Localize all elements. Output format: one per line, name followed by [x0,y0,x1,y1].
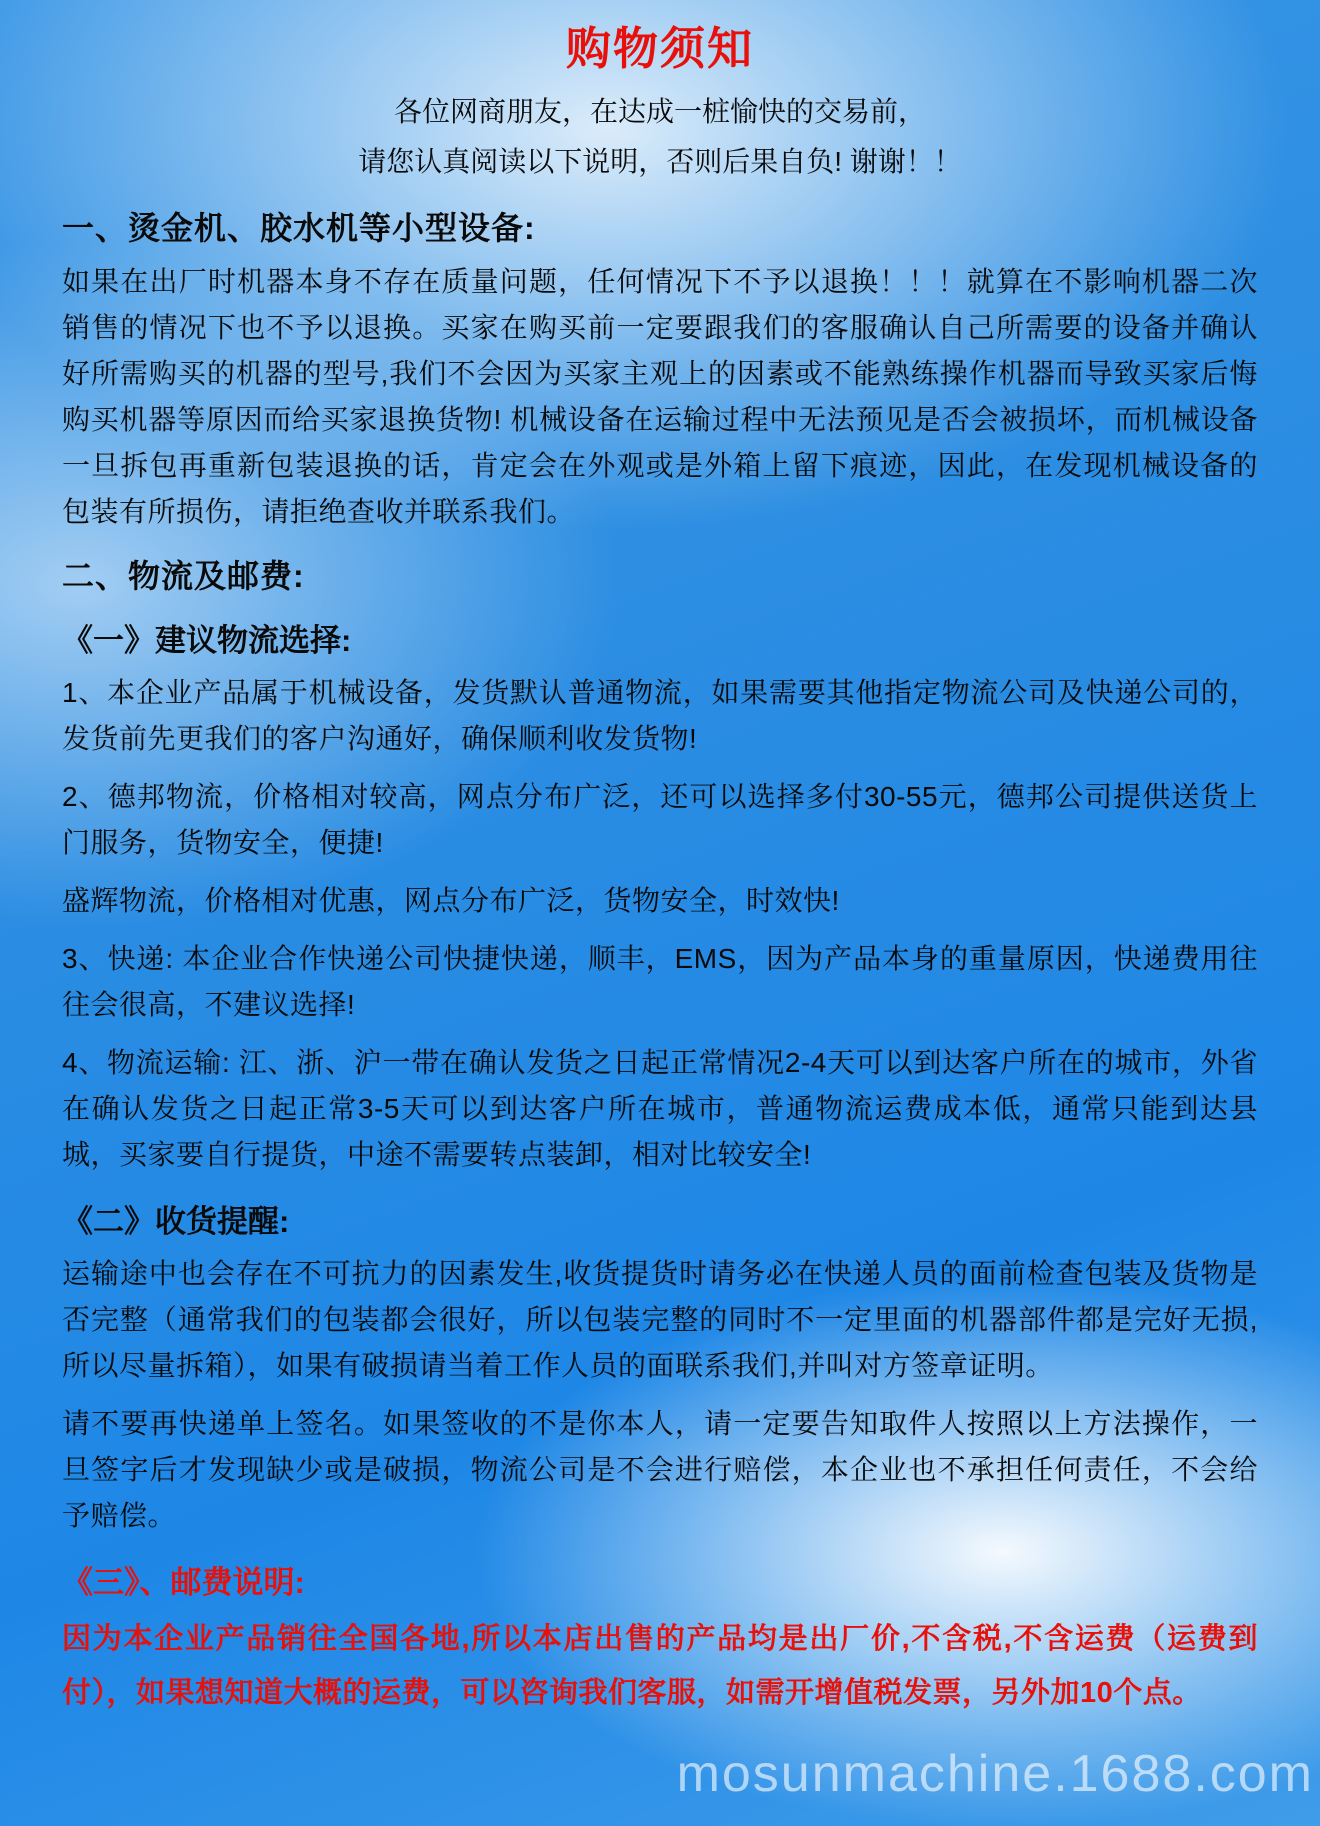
postage-body: 因为本企业产品销往全国各地,所以本店出售的产品均是出厂价,不含税,不含运费（运费到付），如果想知道大概的运费，可以咨询我们客服，如需开增值税发票，另外加10个点。 [62,1623,1258,1709]
intro-line-1: 各位网商朋友，在达成一桩愉快的交易前， [393,96,926,127]
section-1-heading: 一、烫金机、胶水机等小型设备: [62,210,536,246]
subsection-logistics-heading: 《一》建议物流选择: [62,623,352,658]
page-title: 购物须知 [565,23,754,74]
logistics-item-3: 3、快递: 本企业合作快递公司快捷快递，顺丰，EMS，因为产品本身的重量原因，快递费用往往会很高，不建议选择! [62,943,1258,1020]
watermark-text: mosunmachine.1688.com [676,1745,1314,1803]
subsection-postage-heading: 《三》、邮费说明: [62,1565,305,1600]
section-1-body: 如果在出厂时机器本身不存在质量问题，任何情况下不予以退换！！！就算在不影响机器二次销售的情况下也不予以退换。买家在购买前一定要跟我们的客服确认自己所需要的设备并确认好所需购买的机器的型号,我们不会因为买家主观上的因素或不能熟练操作机器而导致买家后悔购买机器等原因而给买家退换货物! 机械设备在运输过程中无法预见是否会被损坏，而机械设备一旦拆包再重新包装退换的话，肯定会在外观或是外箱上留下痕迹，因此，在发现机械设备的包装有所损伤，请拒绝查收并联系我们。 [62,266,1258,527]
logistics-item-2: 2、德邦物流，价格相对较高，网点分布广泛，还可以选择多付30-55元，德邦公司提供送货上门服务，货物安全，便捷! [62,781,1258,858]
logistics-item-2b: 盛辉物流，价格相对优惠，网点分布广泛，货物安全，时效快! [62,885,840,916]
intro-line-2: 请您认真阅读以下说明，否则后果自负! 谢谢！！ [358,146,962,177]
receiving-para-2: 请不要再快递单上签名。如果签收的不是你本人，请一定要告知取件人按照以上方法操作，一旦签字后才发现缺少或是破损，物流公司是不会进行赔偿，本企业也不承担任何责任，不会给予赔偿。 [62,1408,1258,1531]
receiving-para-1: 运输途中也会存在不可抗力的因素发生,收货提货时请务必在快递人员的面前检查包装及货物是否完整（通常我们的包装都会很好，所以包装完整的同时不一定里面的机器部件都是完好无损,所以尽量拆箱），如果有破损请当着工作人员的面联系我们,并叫对方签章证明。 [62,1258,1258,1381]
section-2-heading: 二、物流及邮费: [62,558,305,594]
logistics-item-1: 1、本企业产品属于机械设备，发货默认普通物流，如果需要其他指定物流公司及快递公司的，发货前先更我们的客户沟通好，确保顺利收发货物! [62,677,1258,754]
subsection-receiving-heading: 《二》收货提醒: [62,1204,290,1239]
logistics-item-4: 4、物流运输: 江、浙、沪一带在确认发货之日起正常情况2-4天可以到达客户所在的城市，外省在确认发货之日起正常3-5天可以到达客户所在城市，普通物流运费成本低，通常只能到达县城，买家要自行提货，中途不需要转点装卸，相对比较安全! [62,1047,1258,1170]
